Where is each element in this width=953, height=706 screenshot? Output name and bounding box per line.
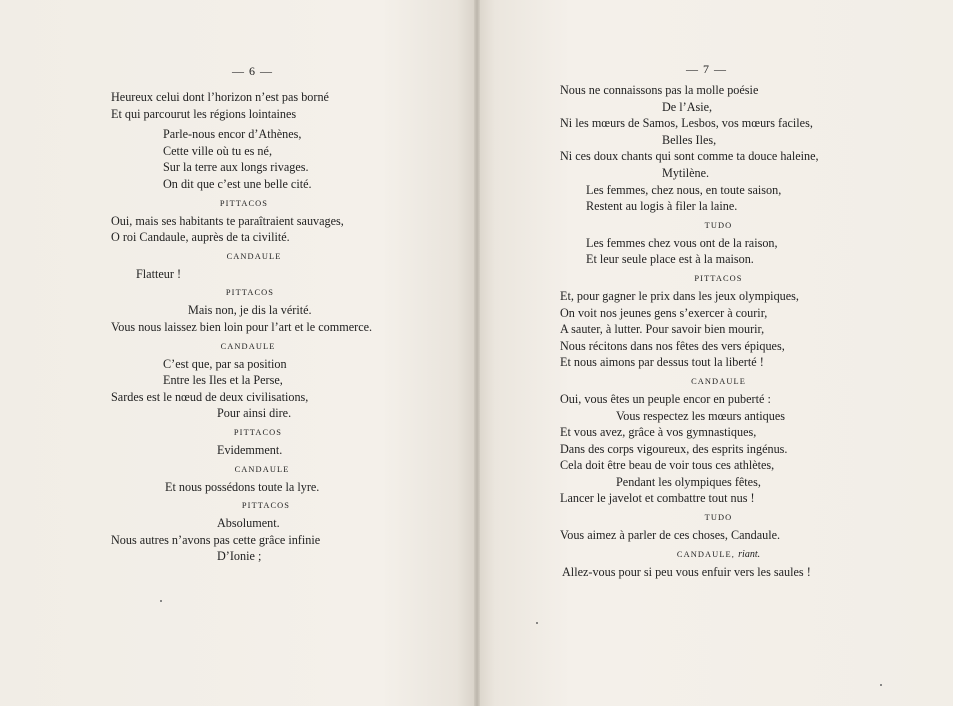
speaker-name: CANDAULE <box>691 376 746 386</box>
speaker-name: PITTACOS <box>241 501 291 511</box>
verse-line: Les femmes chez vous ont de la raison, <box>586 235 778 250</box>
verse-line: Pour ainsi dire. <box>217 406 292 421</box>
verse-line: Et vous avez, grâce à vos gymnastiques, <box>560 425 757 440</box>
left-page <box>0 0 476 706</box>
verse-line: Et nous aimons par dessus tout la liberté ! <box>560 355 764 370</box>
verse-line: On voit nos jeunes gens s’exercer à courir, <box>560 305 768 320</box>
verse-line: Mais non, je dis la vérité. <box>188 303 312 318</box>
verse-line: Oui, mais ses habitants te paraîtraient sauvages, <box>111 213 344 228</box>
paper-speck <box>536 622 538 624</box>
verse-line: A sauter, à lutter. Pour savoir bien mourir, <box>560 322 765 337</box>
speaker-name: PITTACOS <box>225 288 275 298</box>
verse-line: Et nous possédons toute la lyre. <box>165 479 320 494</box>
verse-line: Restent au logis à filer la laine. <box>586 199 738 214</box>
left-page-text <box>0 89 476 565</box>
verse-line: Cette ville où tu es né, <box>163 143 272 158</box>
verse-line: Les femmes, chez nous, en toute saison, <box>586 182 782 197</box>
verse-line: Cela doit être beau de voir tous ces athlètes, <box>560 458 775 473</box>
verse-line: Nous autres n’avons pas cette grâce infinie <box>111 532 321 547</box>
verse-line: Et, pour gagner le prix dans les jeux olympiques, <box>560 288 799 303</box>
verse-line: Mytilène. <box>662 165 710 180</box>
speaker-name: CANDAULE, <box>676 549 735 559</box>
verse-line: Vous nous laissez bien loin pour l’art et le commerce. <box>111 319 373 334</box>
speaker-name: TUDO <box>704 513 733 523</box>
verse-line: D’Ionie ; <box>217 549 262 564</box>
verse-line: Ni ces doux chants qui sont comme ta douce haleine, <box>560 149 819 164</box>
speaker-name: PITTACOS <box>694 273 743 283</box>
verse-line: Heureux celui dont l’horizon n’est pas borné <box>111 90 329 104</box>
book-gutter <box>474 0 480 706</box>
verse-line: Belles Iles, <box>662 132 717 147</box>
speaker-name: CANDAULE <box>234 464 290 474</box>
verse-line: Lancer le javelot et combattre tout nus ! <box>560 491 755 506</box>
verse-line: Sardes est le nœud de deux civilisations, <box>111 389 309 404</box>
verse-line: Pendant les olympiques fêtes, <box>616 474 761 489</box>
verse-line: Sur la terre aux longs rivages. <box>163 160 309 175</box>
verse-line: Dans des corps vigoureux, des esprits ingénus. <box>560 441 788 456</box>
verse-line: Vous respectez les mœurs antiques <box>616 408 786 423</box>
verse-line: Nous ne connaissons pas la molle poésie <box>560 83 759 97</box>
verse-line: Allez-vous pour si peu vous enfuir vers les saules ! <box>562 564 811 579</box>
right-page <box>476 0 953 706</box>
page-number: — 7 — <box>686 62 727 76</box>
verse-line: Entre les Iles et la Perse, <box>163 373 283 388</box>
stage-direction: riant. <box>738 548 761 560</box>
speaker-stage-direction <box>476 544 953 564</box>
verse-line: Oui, vous êtes un peuple encor en puberté : <box>560 391 771 406</box>
paper-speck <box>880 684 882 686</box>
verse-line: O roi Candaule, auprès de ta civilité. <box>111 230 290 245</box>
speaker-name: CANDAULE <box>226 251 282 261</box>
page-number: — 6 — <box>232 64 273 78</box>
paper-speck <box>160 600 162 602</box>
verse-line: Flatteur ! <box>136 266 182 281</box>
verse-line: Evidemment. <box>217 442 283 457</box>
speaker-name: CANDAULE <box>220 341 276 351</box>
verse-line: Absolument. <box>217 516 280 531</box>
verse-line: Vous aimez à parler de ces choses, Candaule. <box>560 528 781 543</box>
speaker-name: PITTACOS <box>219 198 269 208</box>
verse-line: On dit que c’est une belle cité. <box>163 176 312 191</box>
verse-line: Et leur seule place est à la maison. <box>586 252 754 267</box>
verse-line: Et qui parcourut les régions lointaines <box>111 106 297 121</box>
verse-line: Parle-nous encor d’Athènes, <box>163 127 302 142</box>
speaker-name: TUDO <box>704 220 733 230</box>
right-page-text <box>476 82 953 580</box>
speaker-name: PITTACOS <box>233 427 283 437</box>
verse-line: Nous récitons dans nos fêtes des vers épiques, <box>560 338 785 353</box>
verse-line: De l’Asie, <box>662 99 713 114</box>
verse-line: C’est que, par sa position <box>163 356 287 371</box>
verse-line: Ni les mœurs de Samos, Lesbos, vos mœurs faciles, <box>560 116 813 131</box>
